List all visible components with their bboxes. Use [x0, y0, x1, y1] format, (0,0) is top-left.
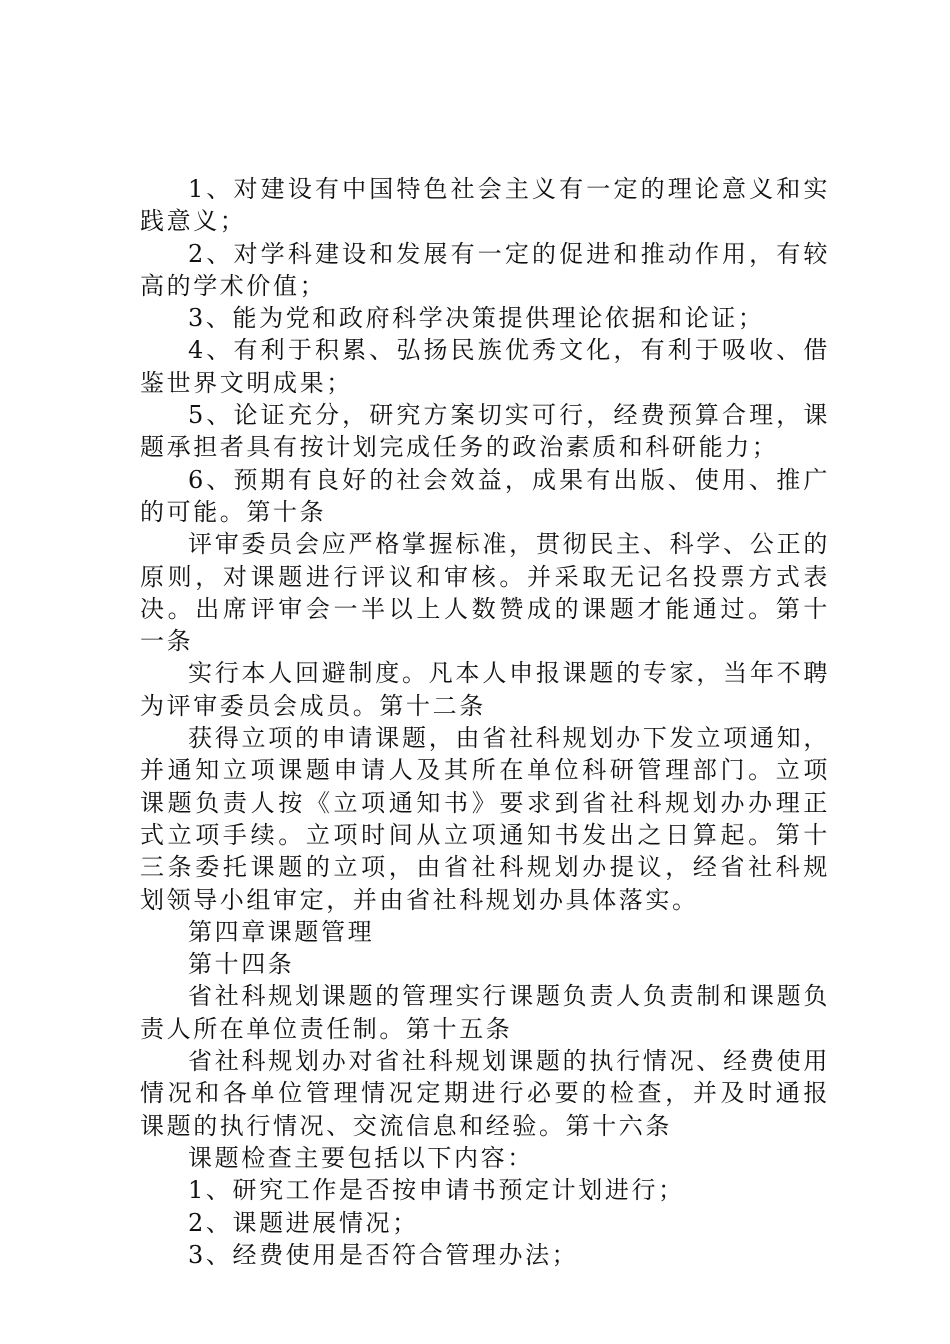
inspection-contents-paragraph: 课题检查主要包括以下内容： — [188, 1143, 534, 1172]
inspection-item-2: 2、课题进展情况； — [188, 1208, 419, 1237]
document-body — [140, 173, 830, 1271]
approval-notice-paragraph: 获得立项的申请课题，由省社科规划办下发立项通知，并通知立项课题申请人及其所在单位科研管理部门。立项课题负责人按《立项通知书》要求到省社科规划办办理正式立项手续。立项时间从立项通知书发出之日算起。第十三条委托课题的立项，由省社科规划办提议，经省社科规划领导小组审定，并由省社科规划办具体落实。 — [140, 724, 830, 914]
chapter-heading: 第四章课题管理 — [188, 917, 375, 946]
criterion-1-paragraph: 1、对建设有中国特色社会主义有一定的理论意义和实践意义； — [140, 175, 830, 236]
criterion-5-paragraph: 5、论证充分，研究方案切实可行，经费预算合理，课题承担者具有按计划完成任务的政治素质和科研能力； — [140, 401, 830, 462]
recusal-paragraph: 实行本人回避制度。凡本人申报课题的专家，当年不聘为评审委员会成员。第十二条 — [140, 659, 830, 720]
inspection-paragraph: 省社科规划办对省社科规划课题的执行情况、经费使用情况和各单位管理情况定期进行必要的检查，并及时通报课题的执行情况、交流信息和经验。第十六条 — [140, 1047, 830, 1140]
criterion-2-paragraph: 2、对学科建设和发展有一定的促进和推动作用，有较高的学术价值； — [140, 239, 830, 300]
criterion-4-paragraph: 4、有利于积累、弘扬民族优秀文化，有利于吸收、借鉴世界文明成果； — [140, 336, 830, 397]
criterion-3-paragraph: 3、能为党和政府科学决策提供理论依据和论证； — [188, 304, 765, 333]
inspection-item-3: 3、经费使用是否符合管理办法； — [188, 1240, 579, 1269]
responsibility-paragraph: 省社科规划课题的管理实行课题负责人负责制和课题负责人所在单位责任制。第十五条 — [140, 982, 830, 1043]
inspection-item-1: 1、研究工作是否按申请书预定计划进行； — [188, 1176, 685, 1205]
article-heading: 第十四条 — [188, 950, 295, 979]
review-committee-paragraph: 评审委员会应严格掌握标准，贯彻民主、科学、公正的原则，对课题进行评议和审核。并采取无记名投票方式表决。出席评审会一半以上人数赞成的课题才能通过。第十一条 — [140, 530, 830, 656]
criterion-6-paragraph: 6、预期有良好的社会效益，成果有出版、使用、推广的可能。第十条 — [140, 465, 830, 526]
